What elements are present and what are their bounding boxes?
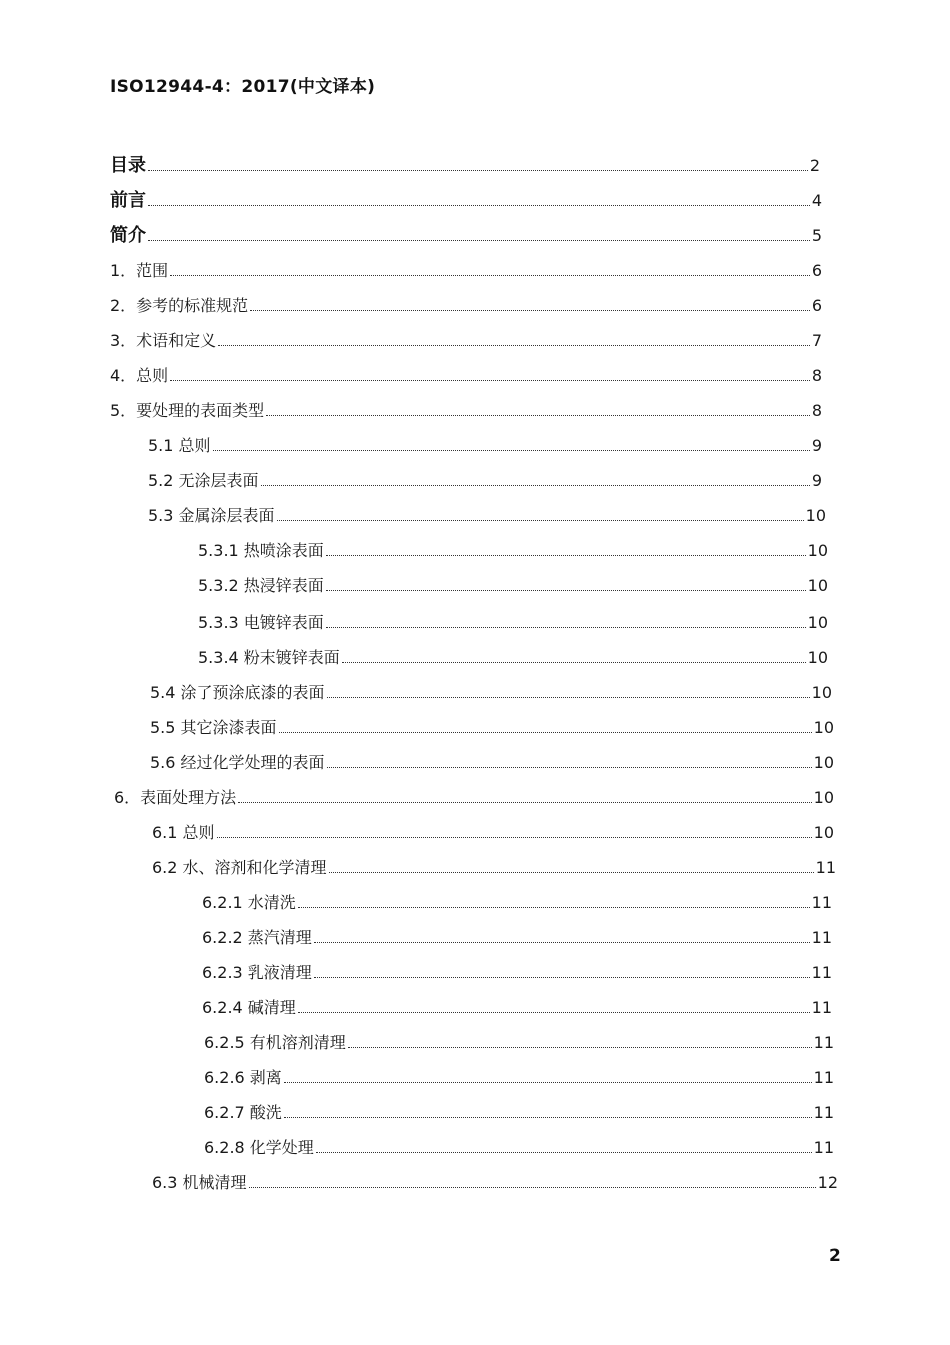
toc-entry[interactable]	[110, 187, 822, 211]
toc-leader-dots	[250, 310, 810, 311]
toc-leader-dots	[148, 170, 808, 171]
toc-leader-dots	[326, 627, 806, 628]
toc-entry-title: 5.1 总则	[148, 436, 211, 455]
toc-entry-page: 10	[811, 683, 832, 702]
toc-entry-title: 简介	[110, 225, 146, 246]
toc-entry-page: 11	[815, 858, 836, 877]
toc-entry-title: 6.3 机械清理	[152, 1173, 247, 1192]
toc-leader-dots	[329, 872, 814, 873]
toc-entry-title: 6．表面处理方法	[114, 788, 237, 807]
toc-leader-dots	[314, 942, 810, 943]
toc-entry-title: 6.2.4 碱清理	[202, 998, 296, 1017]
toc-entry-page: 11	[813, 1068, 834, 1087]
toc-entry-title: 6.1 总则	[152, 823, 215, 842]
toc-entry-title: 5.3.2 热浸锌表面	[198, 576, 324, 595]
toc-entry-title: 5.3 金属涂层表面	[148, 506, 275, 525]
toc-leader-dots	[326, 590, 806, 591]
toc-entry-page: 2	[809, 156, 820, 175]
toc-leader-dots	[316, 1152, 812, 1153]
toc-entry[interactable]	[110, 397, 822, 421]
toc-entry[interactable]	[148, 502, 826, 526]
toc-entry-title: 6.2.3 乳液清理	[202, 963, 312, 982]
toc-leader-dots	[279, 732, 812, 733]
toc-entry[interactable]	[150, 749, 834, 773]
toc-entry[interactable]	[110, 257, 822, 281]
toc-entry-page: 10	[807, 648, 828, 667]
toc-leader-dots	[277, 520, 804, 521]
toc-entry-title: 6.2.6 剥离	[204, 1068, 282, 1087]
toc-entry-page: 11	[811, 928, 832, 947]
toc-entry-title: 3．术语和定义	[110, 331, 217, 350]
toc-entry[interactable]	[152, 854, 836, 878]
toc-leader-dots	[218, 345, 810, 346]
toc-entry-page: 10	[807, 541, 828, 560]
toc-entry[interactable]	[202, 924, 832, 948]
toc-leader-dots	[342, 662, 806, 663]
toc-entry[interactable]	[148, 467, 822, 491]
toc-entry-page: 6	[811, 296, 822, 315]
toc-entry-title: 5.4 涂了预涂底漆的表面	[150, 683, 325, 702]
toc-leader-dots	[249, 1187, 816, 1188]
toc-entry-title: 6.2.5 有机溶剂清理	[204, 1033, 346, 1052]
toc-entry-page: 10	[813, 788, 834, 807]
toc-entry-page: 11	[813, 1103, 834, 1122]
toc-leader-dots	[327, 767, 812, 768]
toc-entry[interactable]	[202, 994, 832, 1018]
toc-leader-dots	[348, 1047, 812, 1048]
toc-entry-page: 5	[811, 226, 822, 245]
toc-entry-page: 11	[813, 1138, 834, 1157]
toc-entry[interactable]	[110, 292, 822, 316]
toc-entry-title: 6.2.8 化学处理	[204, 1138, 314, 1157]
toc-leader-dots	[170, 380, 810, 381]
toc-entry-page: 11	[811, 893, 832, 912]
toc-entry[interactable]	[150, 714, 834, 738]
toc-leader-dots	[314, 977, 810, 978]
toc-leader-dots	[217, 837, 812, 838]
toc-entry[interactable]	[114, 784, 834, 808]
toc-entry-page: 10	[813, 823, 834, 842]
toc-entry-title: 5.3.3 电镀锌表面	[198, 613, 324, 632]
toc-entry[interactable]	[204, 1099, 834, 1123]
toc-entry[interactable]	[110, 327, 822, 351]
toc-leader-dots	[298, 1012, 810, 1013]
toc-entry-page: 10	[813, 753, 834, 772]
toc-entry-page: 6	[811, 261, 822, 280]
toc-leader-dots	[213, 450, 810, 451]
toc-entry-title: 4．总则	[110, 366, 169, 385]
toc-entry-page: 8	[811, 401, 822, 420]
page-number: 2	[829, 1246, 841, 1266]
toc-entry-page: 10	[807, 613, 828, 632]
toc-leader-dots	[284, 1082, 812, 1083]
toc-leader-dots	[238, 802, 811, 803]
toc-entry[interactable]	[198, 644, 828, 668]
toc-leader-dots	[170, 275, 810, 276]
toc-entry-page: 4	[811, 191, 822, 210]
toc-entry-title: 2．参考的标准规范	[110, 296, 249, 315]
toc-entry-title: 前言	[110, 190, 146, 211]
toc-leader-dots	[148, 205, 810, 206]
toc-leader-dots	[148, 240, 810, 241]
toc-entry-page: 8	[811, 366, 822, 385]
toc-entry[interactable]	[204, 1029, 834, 1053]
toc-entry-title: 5.5 其它涂漆表面	[150, 718, 277, 737]
toc-entry-page: 10	[805, 506, 826, 525]
toc-entry[interactable]	[198, 609, 828, 633]
toc-entry-title: 6.2.1 水清洗	[202, 893, 296, 912]
toc-leader-dots	[298, 907, 810, 908]
toc-entry[interactable]	[202, 889, 832, 913]
toc-entry[interactable]	[150, 679, 832, 703]
toc-entry[interactable]	[202, 959, 832, 983]
toc-entry-title: 6.2.7 酸洗	[204, 1103, 282, 1122]
toc-entry-page: 11	[811, 998, 832, 1017]
toc-entry-title: 6.2 水、溶剂和化学清理	[152, 858, 327, 877]
toc-entry-title: 1．范围	[110, 261, 169, 280]
toc-entry[interactable]	[110, 222, 822, 246]
toc-entry-page: 11	[811, 963, 832, 982]
toc-leader-dots	[284, 1117, 812, 1118]
toc-leader-dots	[261, 485, 810, 486]
toc-entry-title: 目录	[110, 155, 146, 176]
toc-entry-title: 5.2 无涂层表面	[148, 471, 259, 490]
toc-entry[interactable]	[148, 432, 822, 456]
toc-entry-page: 11	[813, 1033, 834, 1052]
toc-entry-page: 10	[807, 576, 828, 595]
toc-entry[interactable]	[152, 819, 834, 843]
toc-entry-page: 12	[817, 1173, 838, 1192]
toc-entry-page: 9	[811, 471, 822, 490]
toc-entry-title: 5．要处理的表面类型	[110, 401, 265, 420]
toc-entry-page: 7	[811, 331, 822, 350]
toc-entry[interactable]	[110, 362, 822, 386]
toc-entry-title: 5.3.4 粉末镀锌表面	[198, 648, 340, 667]
toc-entry[interactable]	[110, 152, 820, 176]
toc-leader-dots	[327, 697, 810, 698]
toc-leader-dots	[266, 415, 810, 416]
toc-entry-title: 5.3.1 热喷涂表面	[198, 541, 324, 560]
toc-entry-title: 6.2.2 蒸汽清理	[202, 928, 312, 947]
toc-entry[interactable]	[198, 572, 828, 596]
toc-leader-dots	[326, 555, 806, 556]
toc-entry[interactable]	[204, 1134, 834, 1158]
toc-entry[interactable]	[198, 537, 828, 561]
toc-entry-page: 9	[811, 436, 822, 455]
toc-entry-page: 10	[813, 718, 834, 737]
toc-entry-title: 5.6 经过化学处理的表面	[150, 753, 325, 772]
toc-entry[interactable]	[204, 1064, 834, 1088]
toc-entry[interactable]	[152, 1169, 838, 1193]
document-header: ISO12944-4：2017(中文译本)	[110, 77, 376, 97]
